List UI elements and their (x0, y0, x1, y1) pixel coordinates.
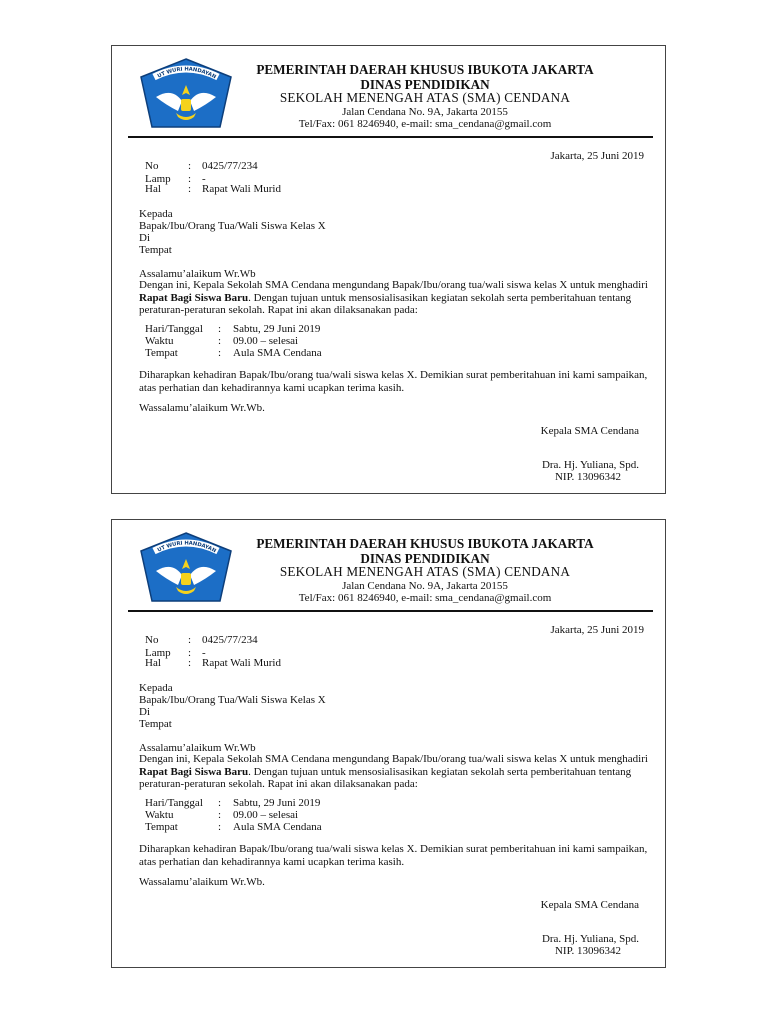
letter-date: Jakarta, 25 Juni 2019 (550, 624, 644, 636)
meta-colon: : (188, 173, 192, 185)
header-divider (128, 610, 653, 612)
detail-label: Tempat (145, 347, 178, 359)
signatory-title: Kepala SMA Cendana (540, 899, 639, 911)
detail-value: 09.00 – selesai (233, 809, 299, 821)
detail-label: Waktu (145, 335, 174, 347)
body-paragraph-2: Diharapkan kehadiran Bapak/Ibu/orang tua/wali siswa kelas X. Demikian surat pemberitahuan ini kami sampaikan, atas perhatian dan kehadirannya kami ucapkan terima kasih. (139, 843, 648, 868)
greeting: Assalamu’alaikum Wr.Wb (139, 742, 256, 754)
meta-colon: : (188, 657, 192, 669)
detail-value: Sabtu, 29 Juni 2019 (233, 323, 321, 335)
signatory-name: Dra. Hj. Yuliana, Spd. (541, 459, 639, 471)
detail-value: 09.00 – selesai (233, 335, 299, 347)
tut-wuri-handayani-logo (138, 531, 234, 606)
detail-colon: : (218, 323, 222, 335)
letter-date: Jakarta, 25 Juni 2019 (550, 150, 644, 162)
recipient-line: Di (139, 706, 150, 718)
meta-colon: : (188, 647, 192, 659)
detail-label: Waktu (145, 809, 174, 821)
meta-label: Hal (145, 183, 161, 195)
detail-colon: : (218, 821, 222, 833)
meta-colon: : (188, 634, 192, 646)
meta-colon: : (188, 183, 192, 195)
meta-value: - (202, 173, 206, 185)
detail-value: Sabtu, 29 Juni 2019 (233, 797, 321, 809)
meta-label: No (145, 160, 159, 172)
detail-colon: : (218, 335, 222, 347)
header-school-name: SEKOLAH MENENGAH ATAS (SMA) CENDANA (279, 564, 571, 579)
detail-colon: : (218, 797, 222, 809)
meta-value: - (202, 647, 206, 659)
meta-value: 0425/77/234 (202, 634, 258, 646)
closing: Wassalamu’alaikum Wr.Wb. (139, 402, 265, 414)
header-address: Jalan Cendana No. 9A, Jakarta 20155 (342, 106, 508, 118)
letter-2 (111, 519, 666, 968)
header-government: PEMERINTAH DAERAH KHUSUS IBUKOTA JAKARTA (256, 62, 594, 77)
meeting-name: Rapat Bagi Siswa Baru (139, 291, 249, 304)
detail-value: Aula SMA Cendana (233, 821, 322, 833)
meta-label: Lamp (145, 173, 171, 185)
header-department: DINAS PENDIDIKAN (360, 77, 490, 92)
tut-wuri-handayani-logo (138, 57, 234, 132)
meta-value: 0425/77/234 (202, 160, 258, 172)
recipient-line: Kepada (139, 682, 173, 694)
detail-colon: : (218, 347, 222, 359)
svg-text:TUT WURI HANDAYANI: UT WURI HANDAYAN (156, 540, 217, 555)
meeting-name: Rapat Bagi Siswa Baru (139, 765, 249, 778)
recipient-line: Bapak/Ibu/Orang Tua/Wali Siswa Kelas X (139, 220, 326, 232)
letter-1 (111, 45, 666, 494)
detail-value: Aula SMA Cendana (233, 347, 322, 359)
greeting: Assalamu’alaikum Wr.Wb (139, 268, 256, 280)
header-government: PEMERINTAH DAERAH KHUSUS IBUKOTA JAKARTA (256, 536, 594, 551)
header-address: Jalan Cendana No. 9A, Jakarta 20155 (342, 580, 508, 592)
recipient-line: Tempat (139, 718, 172, 730)
recipient-line: Tempat (139, 244, 172, 256)
header-department: DINAS PENDIDIKAN (360, 551, 490, 566)
detail-label: Tempat (145, 821, 178, 833)
meta-colon: : (188, 160, 192, 172)
meta-label: Lamp (145, 647, 171, 659)
detail-label: Hari/Tanggal (145, 323, 203, 335)
recipient-line: Bapak/Ibu/Orang Tua/Wali Siswa Kelas X (139, 694, 326, 706)
meta-value: Rapat Wali Murid (202, 657, 281, 669)
header-contact: Tel/Fax: 061 8246940, e-mail: sma_cendana@gmail.com (298, 118, 552, 130)
recipient-line: Kepada (139, 208, 173, 220)
signatory-nip: NIP. 13096342 (554, 945, 621, 957)
header-school-name: SEKOLAH MENENGAH ATAS (SMA) CENDANA (279, 90, 571, 105)
body-paragraph-2: Diharapkan kehadiran Bapak/Ibu/orang tua/wali siswa kelas X. Demikian surat pemberitahuan ini kami sampaikan, atas perhatian dan kehadirannya kami ucapkan terima kasih. (139, 369, 648, 394)
header-divider (128, 136, 653, 138)
closing: Wassalamu’alaikum Wr.Wb. (139, 876, 265, 888)
meta-label: Hal (145, 657, 161, 669)
signatory-name: Dra. Hj. Yuliana, Spd. (541, 933, 639, 945)
meta-label: No (145, 634, 159, 646)
meta-value: Rapat Wali Murid (202, 183, 281, 195)
recipient-line: Di (139, 232, 150, 244)
body-paragraph-1: Dengan ini, Kepala Sekolah SMA Cendana mengundang Bapak/Ibu/orang tua/wali siswa kelas X untuk menghadiri Rapat Bagi Siswa Baru. Dengan tujuan untuk mensosialisasikan kegiatan sekolah serta pemberitahuan tentang peraturan-peraturan sekolah. Rapat ini akan dilaksanakan pada: (139, 279, 648, 316)
svg-text:TUT WURI HANDAYANI: UT WURI HANDAYAN (156, 66, 217, 81)
body-paragraph-1: Dengan ini, Kepala Sekolah SMA Cendana mengundang Bapak/Ibu/orang tua/wali siswa kelas X untuk menghadiri Rapat Bagi Siswa Baru. Dengan tujuan untuk mensosialisasikan kegiatan sekolah serta pemberitahuan tentang peraturan-peraturan sekolah. Rapat ini akan dilaksanakan pada: (139, 753, 648, 790)
detail-colon: : (218, 809, 222, 821)
detail-label: Hari/Tanggal (145, 797, 203, 809)
signatory-title: Kepala SMA Cendana (540, 425, 639, 437)
signatory-nip: NIP. 13096342 (554, 471, 621, 483)
header-contact: Tel/Fax: 061 8246940, e-mail: sma_cendana@gmail.com (298, 592, 552, 604)
